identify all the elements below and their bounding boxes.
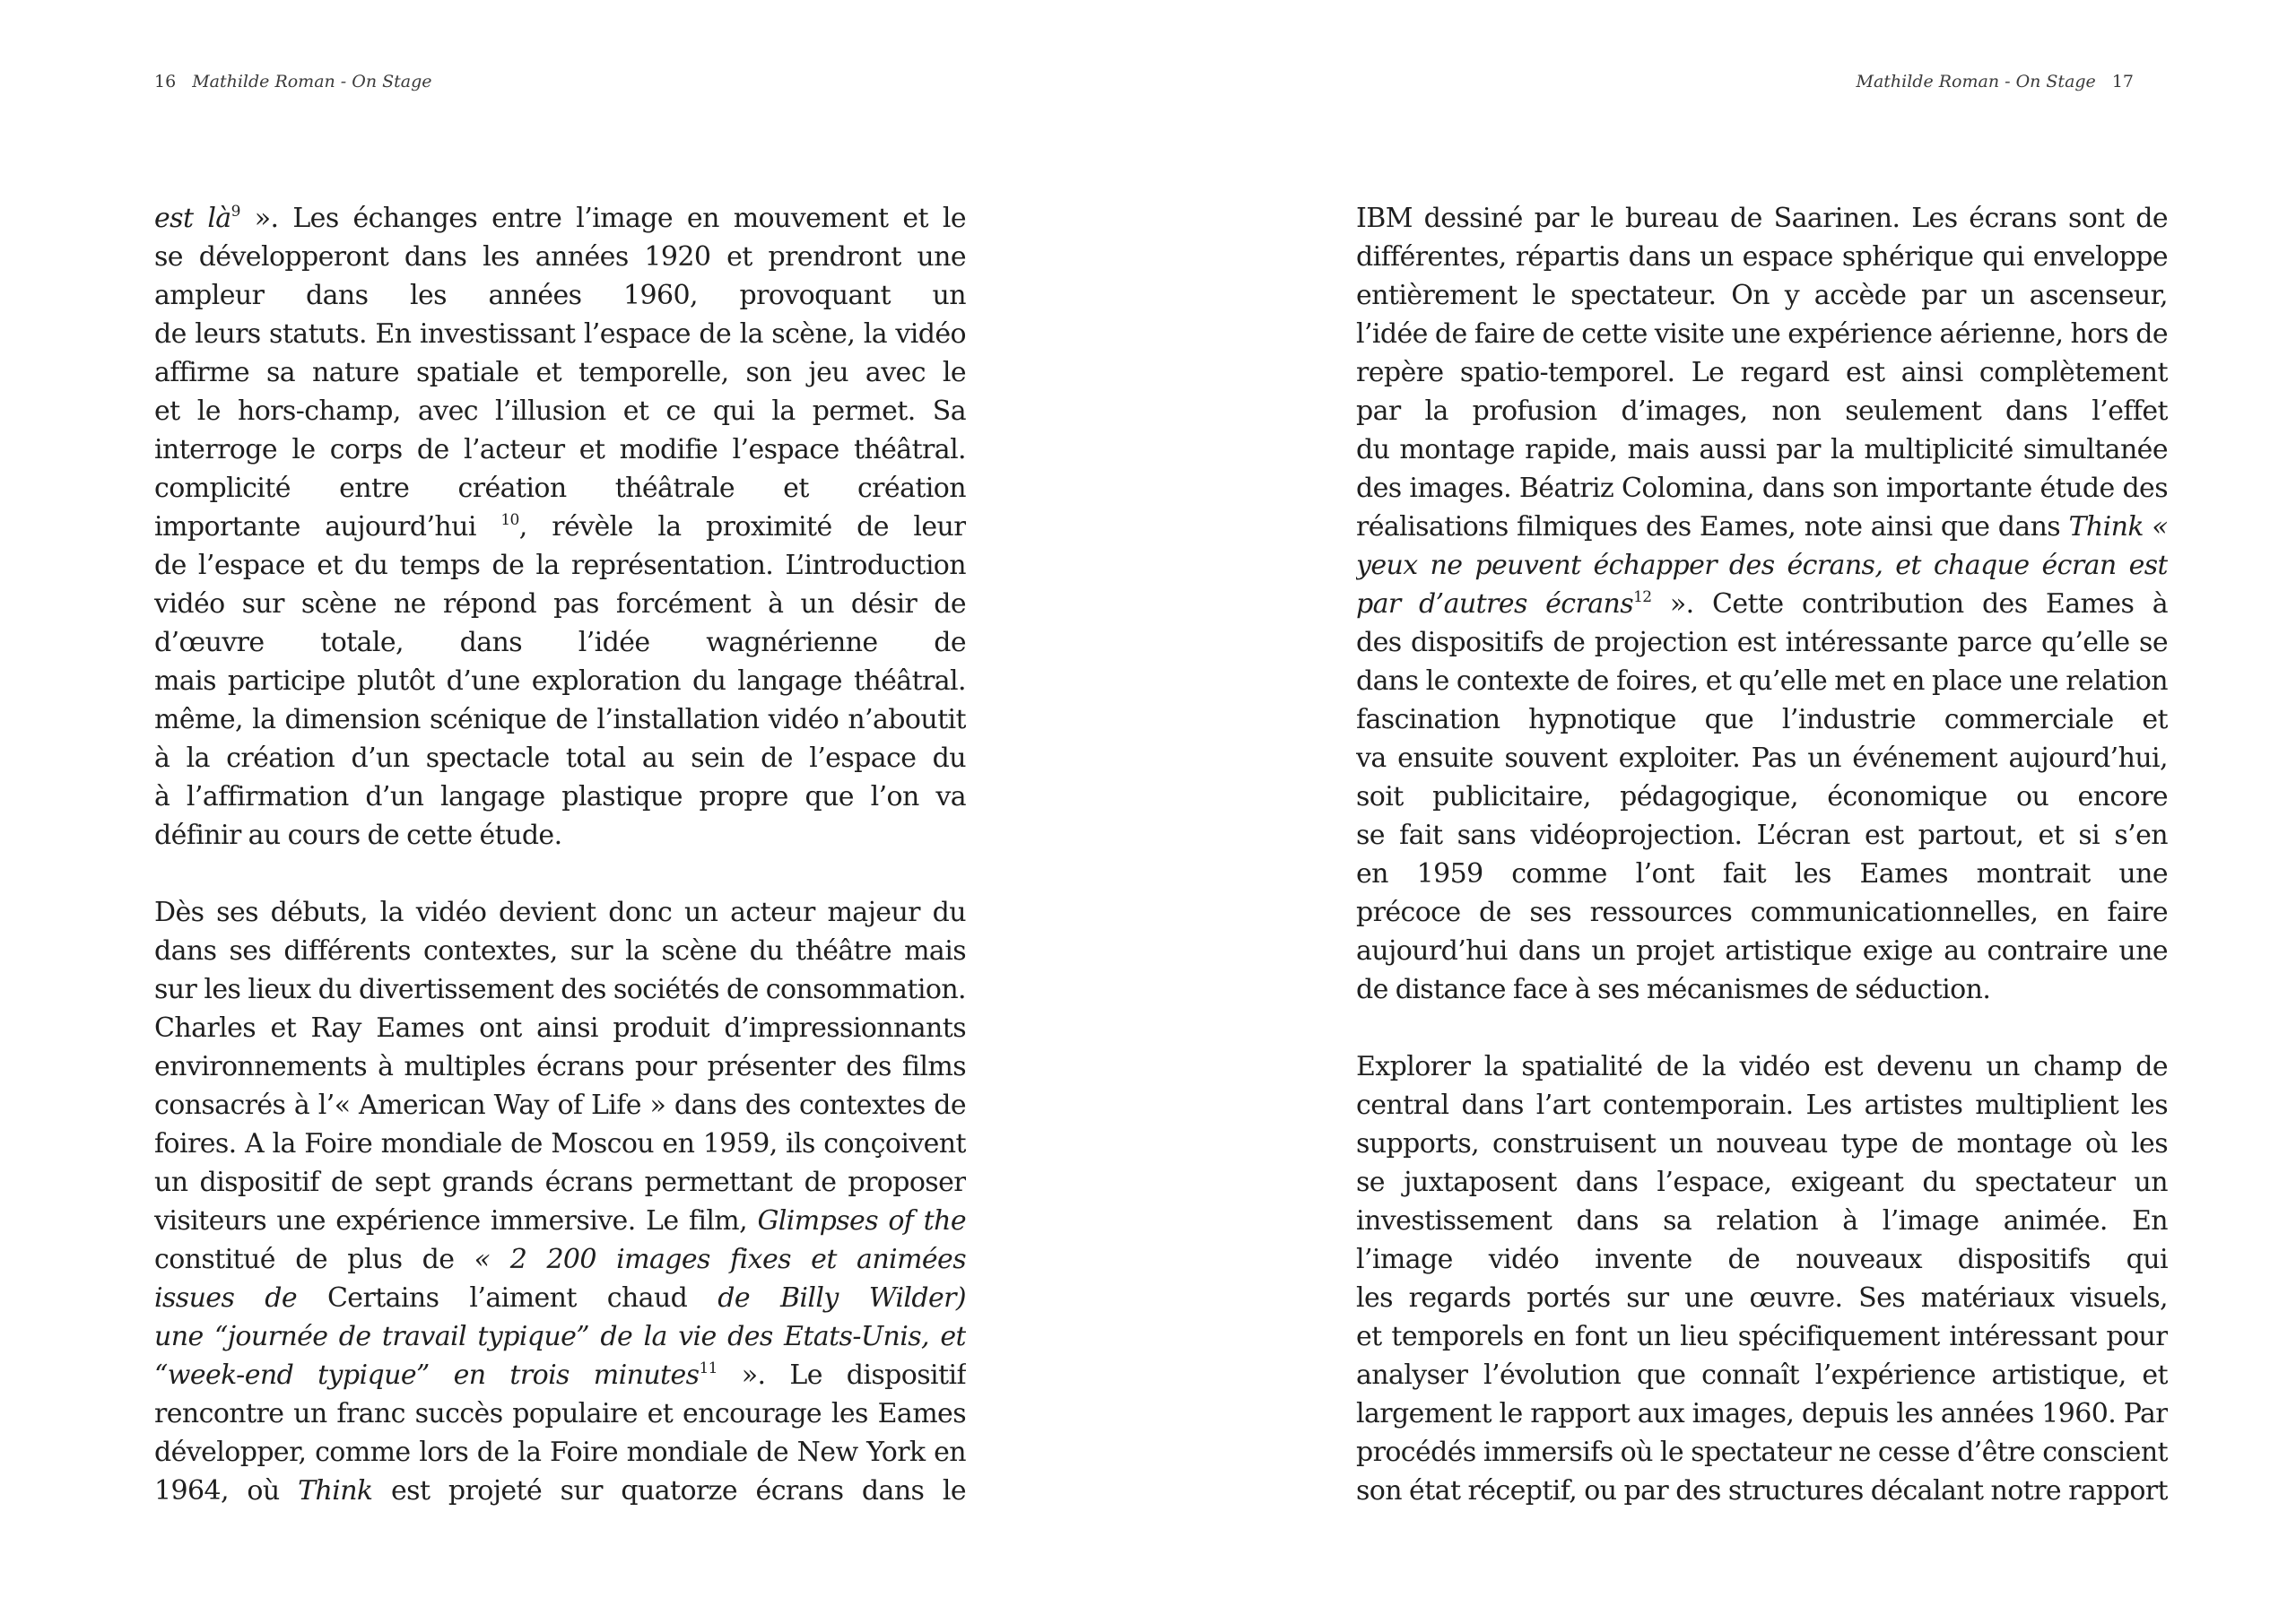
running-head: Mathilde Roman - On Stage [1856,72,2096,91]
text-line: développer, comme lors de la Foire mondiale de New York en [154,1437,966,1468]
text-line: précoce de ses ressources communicationnelles, en faire [1356,897,2168,928]
text-line: de distance face à ses mécanismes de séduction. [1356,974,1991,1005]
text-line: procédés immersifs où le spectateur ne cesse d’être conscient [1356,1437,2168,1468]
text-line: à l’affirmation d’un langage plastique propre que l’on va [154,781,966,812]
text-line: du montage rapide, mais aussi par la multiplicité simultanée [1356,434,2168,465]
footnote-reference: 10 [500,511,519,529]
text-line: dans ses différents contextes, sur la scène du théâtre mais [154,935,966,967]
text-line: des dispositifs de projection est intéressante parce qu’elle se [1356,627,2168,658]
text-line: l’idée de faire de cette visite une expérience aérienne, hors de [1356,318,2168,350]
text-line: mais participe plutôt d’une exploration du langage théâtral. [154,665,966,697]
italic-text: « 2 200 images fixes et animées [474,1244,966,1275]
italic-text: Glimpses of the [757,1205,966,1237]
text-line: définir au cours de cette étude. [154,820,562,851]
text-line: ampleur dans les années 1960, provoquant un [154,280,966,311]
text-line: affirme sa nature spatiale et temporelle, son jeu avec le [154,357,966,388]
text-line: central dans l’art contemporain. Les artistes multiplient les [1356,1090,2168,1121]
text-line: foires. A la Foire mondiale de Moscou en 1959, ils conçoivent [154,1128,966,1160]
page-number: 16 [154,72,177,91]
text-line: des images. Béatriz Colomina, dans son importante étude des [1356,473,2168,504]
text-line: et le hors-champ, avec l’illusion et ce qui la permet. Sa [154,395,966,427]
left-page-header [154,72,432,91]
page-number: 17 [2111,72,2134,91]
text-line: sur les lieux du divertissement des sociétés de consommation. [154,974,966,1005]
paragraph [1356,199,2168,1009]
text-line: investissement dans sa relation à l’image animée. En [1356,1205,2168,1237]
text-line: se fait sans vidéoprojection. L’écran est partout, et si s’en [1356,820,2168,851]
text-line: est $là^9$ ». Les échanges entre l’image en mouvement et le [154,203,966,234]
text-line: de leurs statuts. En investissant l’espace de la scène, la vidéo [154,318,966,350]
text-line: supports, construisent un nouveau type de montage où les [1356,1128,2168,1160]
text-line: les regards portés sur une œuvre. Ses matériaux visuels, [1356,1282,2168,1314]
text-line: par la profusion d’images, non seulement dans l’effet [1356,395,2168,427]
text-line: analyser l’évolution que connaît l’expérience artistique, et [1356,1359,2168,1391]
text-line: fascination hypnotique que l’industrie commerciale et [1356,704,2168,735]
text-line: issues de Certains l’aiment chaud de Billy Wilder) [154,1279,966,1317]
text-line: l’image vidéo invente de nouveaux dispositifs qui [1356,1244,2168,1275]
text-line: son état réceptif, ou par des structures décalant notre rapport [1356,1475,2168,1507]
italic-text: “week-end typique” en trois minutes [154,1359,700,1391]
text-line: 1964, où Think est projeté sur quatorze écrans dans le [154,1475,966,1507]
text-line: va ensuite souvent exploiter. Pas un événement aujourd’hui, [1356,743,2168,774]
running-head: Mathilde Roman - On Stage [192,72,432,91]
text-line: complicité entre création théâtrale et création [154,473,966,504]
text-line: un dispositif de sept grands écrans permettant de proposer [154,1167,966,1198]
text-line: par d’autres écrans$^{12}$ ». Cette contribution des Eames à [1356,588,2168,620]
text-line: Explorer la spatialité de la vidéo est devenu un champ de [1356,1051,2168,1082]
text-line: entièrement le spectateur. On y accède par un ascenseur, [1356,280,2168,311]
right-page-header [1856,72,2134,91]
text-line: d’œuvre totale, dans l’idée wagnérienne de [154,627,966,658]
text-line: vidéo sur scène ne répond pas forcément à un désir de [154,588,966,620]
text-line: différentes, répartis dans un espace sphérique qui enveloppe [1356,241,2168,273]
text-line: environnements à multiples écrans pour présenter des films [154,1051,966,1082]
text-line: en 1959 comme l’ont fait les Eames montrait une [1356,858,2168,890]
footnote-reference: 9 [230,203,240,221]
text-line: rencontre un franc succès populaire et encourage les Eames [154,1398,966,1429]
footnote-reference: 12 [1633,588,1652,606]
text-line: se développeront dans les années 1920 et prendront une [154,241,966,273]
text-line: consacrés à l’« American Way of Life » dans des contextes de [154,1090,966,1121]
text-line: réalisations filmiques des Eames, note ainsi que dans Think « [1356,508,2168,546]
paragraph [154,893,966,1510]
text-line: “week-end typique” en trois minutes$^{11}$ ». Le dispositif [154,1359,966,1391]
footnote-reference: 11 [699,1359,718,1377]
text-line: visiteurs une expérience immersive. Le film, Glimpses of the [154,1202,966,1240]
italic-text: Think « [2068,511,2168,543]
text-line [154,1317,966,1356]
paragraph [154,199,966,855]
text-line: se juxtaposent dans l’espace, exigeant du spectateur un [1356,1167,2168,1198]
italic-text: issues de [154,1282,297,1314]
italic-text: par d’autres écrans [1356,588,1634,620]
italic-text: Think [298,1475,373,1507]
right-body-text [1356,199,2168,1510]
text-line: soit publicitaire, pédagogique, économique ou encore [1356,781,2168,812]
text-line: et temporels en font un lieu spécifiquement intéressant pour [1356,1321,2168,1352]
text-line [1356,546,2168,585]
text-line: dans le contexte de foires, et qu’elle met en place une relation [1356,665,2168,697]
italic-text: une “journée de travail typique” de la vie des Etats-Unis, et [154,1321,966,1352]
text-line: aujourd’hui dans un projet artistique exige au contraire une [1356,935,2168,967]
right-page [1148,0,2296,1607]
italic-text: de Billy Wilder) [718,1282,966,1314]
italic-text: est là [154,203,231,234]
text-line: constitué de plus de « 2 200 images fixes et animées [154,1240,966,1279]
paragraph [1356,1047,2168,1510]
text-line: largement le rapport aux images, depuis les années 1960. Par [1356,1398,2168,1429]
text-line: interroge le corps de l’acteur et modifie l’espace théâtral. [154,434,966,465]
text-line: IBM dessiné par le bureau de Saarinen. Les écrans sont de [1356,203,2168,234]
italic-text: yeux ne peuvent échapper des écrans, et chaque écran est [1356,550,2168,581]
text-line: Charles et Ray Eames ont ainsi produit d’impressionnants [154,1012,966,1044]
left-body-text [154,199,966,1510]
text-line: à la création d’un spectacle total au sein de l’espace du [154,743,966,774]
text-line: importante aujourd’hui $^{10}$, révèle la proximité de leur [154,511,966,543]
text-line: de l’espace et du temps de la représentation. L’introduction [154,550,966,581]
text-line: même, la dimension scénique de l’installation vidéo n’aboutit [154,704,966,735]
text-line: repère spatio-temporel. Le regard est ainsi complètement [1356,357,2168,388]
text-line: Dès ses débuts, la vidéo devient donc un acteur majeur du [154,897,966,928]
